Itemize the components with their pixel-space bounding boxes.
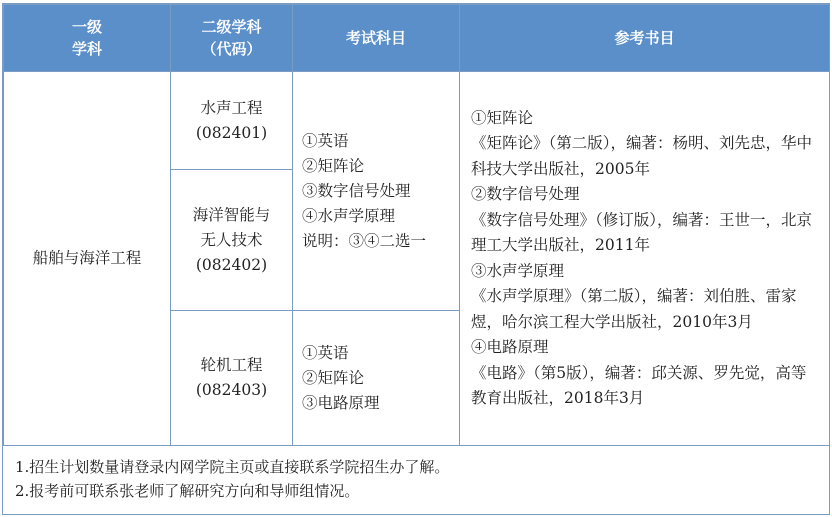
exam-subjects-cell: ①英语 ②矩阵论 ③电路原理 <box>293 311 460 446</box>
exam-subjects-cell: ①英语 ②矩阵论 ③数字信号处理 ④水声学原理 说明：③④二选一 <box>293 72 460 311</box>
discipline-cell: 船舶与海洋工程 <box>4 72 171 446</box>
admissions-table <box>3 4 830 446</box>
header-second-level-discipline: 二级学科 （代码） <box>171 5 293 72</box>
reference-books-cell: ①矩阵论 《矩阵论》（第二版），编著：杨明、刘先忠，华中科技大学出版社，2005年 ②数字信号处理 《数字信号处理》（修订版），编著：王世一，北京理工大学出版社，2011年 ③水声学原理 《水声学原理》（第二版），编著：刘伯胜、雷家煜，哈尔滨工程大学出版社，2010年3月 ④电路原理 《电路》（第5版），编著：邱关源、罗先觉，高等教育出版社，2018年3月 <box>460 72 830 446</box>
table-header-row <box>4 5 830 72</box>
sub-discipline-cell: 海洋智能与 无人技术 (082402) <box>171 170 293 311</box>
notes-section <box>3 445 829 515</box>
header-exam-subjects: 考试科目 <box>293 5 460 72</box>
admissions-table-container <box>2 3 830 515</box>
header-first-level-discipline: 一级 学科 <box>4 5 171 72</box>
sub-discipline-cell: 轮机工程 (082403) <box>171 311 293 446</box>
note-item: 1.招生计划数量请登录内网学院主页或直接联系学院招生办了解。 <box>15 458 450 476</box>
sub-discipline-cell: 水声工程 (082401) <box>171 72 293 170</box>
table-row <box>4 72 830 170</box>
header-reference-books: 参考书目 <box>460 5 830 72</box>
note-item: 2.报考前可联系张老师了解研究方向和导师组情况。 <box>15 482 360 500</box>
